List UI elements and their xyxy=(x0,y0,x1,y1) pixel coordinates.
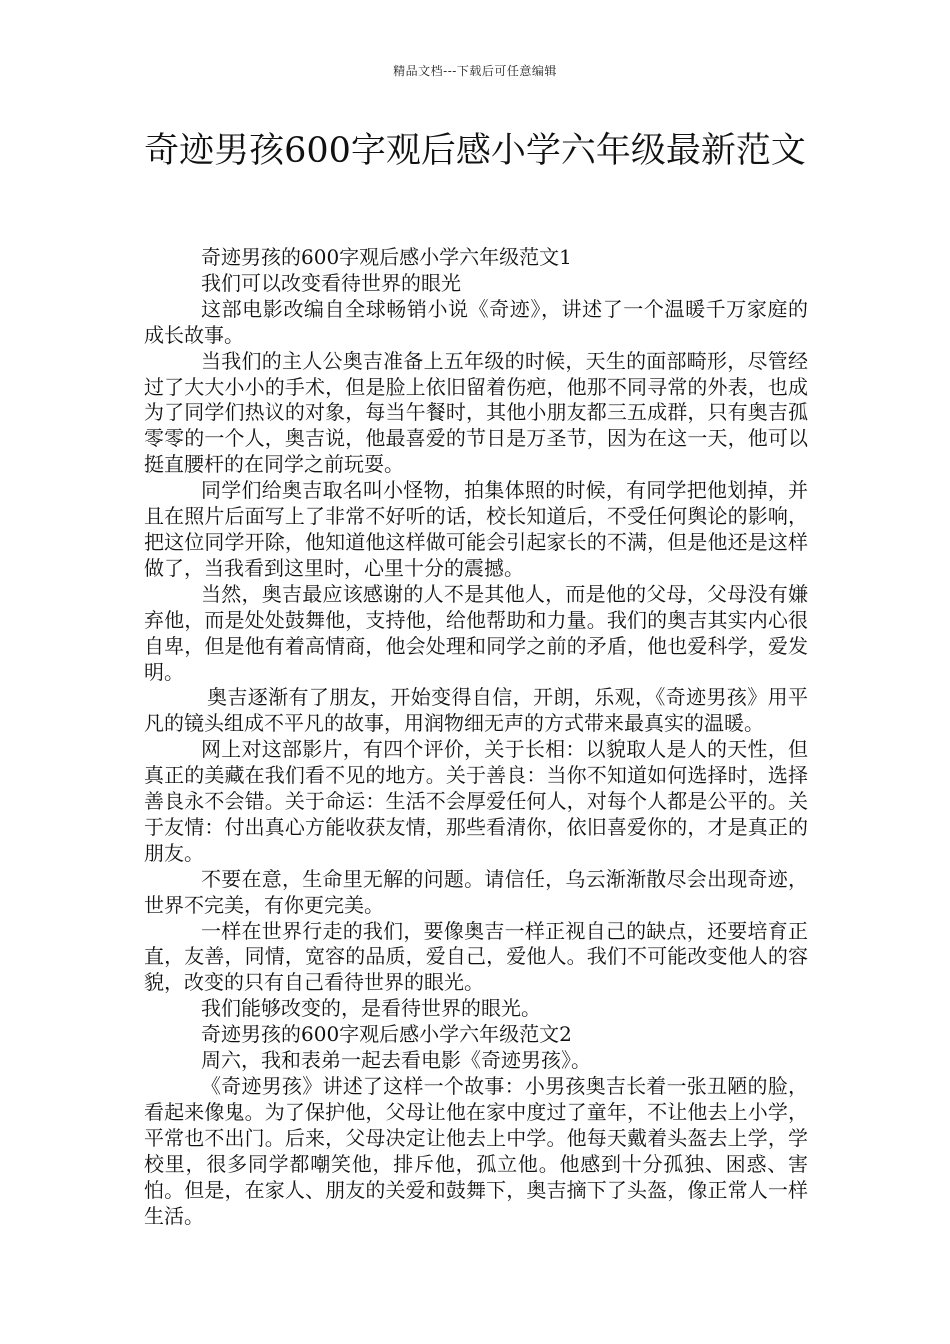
paragraph: 这部电影改编自全球畅销小说《奇迹》，讲述了一个温暖千万家庭的成长故事。 xyxy=(144,296,808,347)
paragraph: 奇迹男孩的600字观后感小学六年级范文1 xyxy=(201,245,572,269)
paragraph: 不要在意，生命里无解的问题。请信任，乌云渐渐散尽会出现奇迹，世界不完美，有你更完美。 xyxy=(144,866,808,917)
document-title: 奇迹男孩600字观后感小学六年级最新范文 xyxy=(144,131,806,171)
paragraph: 我们能够改变的，是看待世界的眼光。 xyxy=(201,996,541,1021)
paragraph: 当我们的主人公奥吉准备上五年级的时候，天生的面部畸形，尽管经过了大大小小的手术，但是脸上依旧留着伤疤，他那不同寻常的外表，也成为了同学们热议的对象，每当午餐时，其他小朋友都三五成群，只有奥吉孤零零的一个人，奥吉说，他最喜爱的节日是万圣节，因为在这一天，他可以挺直腰杆的在同学之前玩耍。 xyxy=(144,348,808,477)
document-body xyxy=(144,245,808,1229)
paragraph: 一样在世界行走的我们，要像奥吉一样正视自己的缺点，还要培育正直，友善，同情，宽容的品质，爱自己，爱他人。我们不可能改变他人的容貌，改变的只有自己看待世界的眼光。 xyxy=(144,918,808,995)
paragraph: 周六，我和表弟一起去看电影《奇迹男孩》。 xyxy=(201,1048,591,1073)
paragraph: 奥吉逐渐有了朋友，开始变得自信，开朗，乐观，《奇迹男孩》用平凡的镜头组成不平凡的故事，用润物细无声的方式带来最真实的温暖。 xyxy=(144,685,808,736)
paragraph: 《奇迹男孩》讲述了这样一个故事：小男孩奥吉长着一张丑陋的脸，看起来像鬼。为了保护他，父母让他在家中度过了童年，不让他去上小学，平常也不出门。后来，父母决定让他去上中学。他每天戴着头盔去上学，学校里，很多同学都嘲笑他，排斥他，孤立他。他感到十分孤独、困惑、害怕。但是，在家人、朋友的关爱和鼓舞下，奥吉摘下了头盔，像正常人一样生活。 xyxy=(144,1074,808,1228)
header-note: 精品文档---下载后可任意编辑 xyxy=(393,64,557,78)
paragraph: 当然，奥吉最应该感谢的人不是其他人，而是他的父母，父母没有嫌弃他，而是处处鼓舞他，支持他，给他帮助和力量。我们的奥吉其实内心很自卑，但是他有着高情商，他会处理和同学之前的矛盾，他也爱科学，爱发明。 xyxy=(144,581,808,684)
paragraph: 同学们给奥吉取名叫小怪物，拍集体照的时候，有同学把他划掉，并且在照片后面写上了非常不好听的话，校长知道后，不受任何舆论的影响，把这位同学开除，他知道他这样做可能会引起家长的不满，但是他还是这样做了，当我看到这里时，心里十分的震撼。 xyxy=(144,478,808,580)
paragraph: 网上对这部影片，有四个评价，关于长相：以貌取人是人的天性，但真正的美藏在我们看不见的地方。关于善良：当你不知道如何选择时，选择善良永不会错。关于命运：生活不会厚爱任何人，对每个人都是公平的。关于友情：付出真心方能收获友情，那些看清你，依旧喜爱你的，才是真正的朋友。 xyxy=(144,737,808,865)
paragraph: 我们可以改变看待世界的眼光 xyxy=(201,270,461,295)
paragraph: 奇迹男孩的600字观后感小学六年级范文2 xyxy=(201,1022,572,1047)
